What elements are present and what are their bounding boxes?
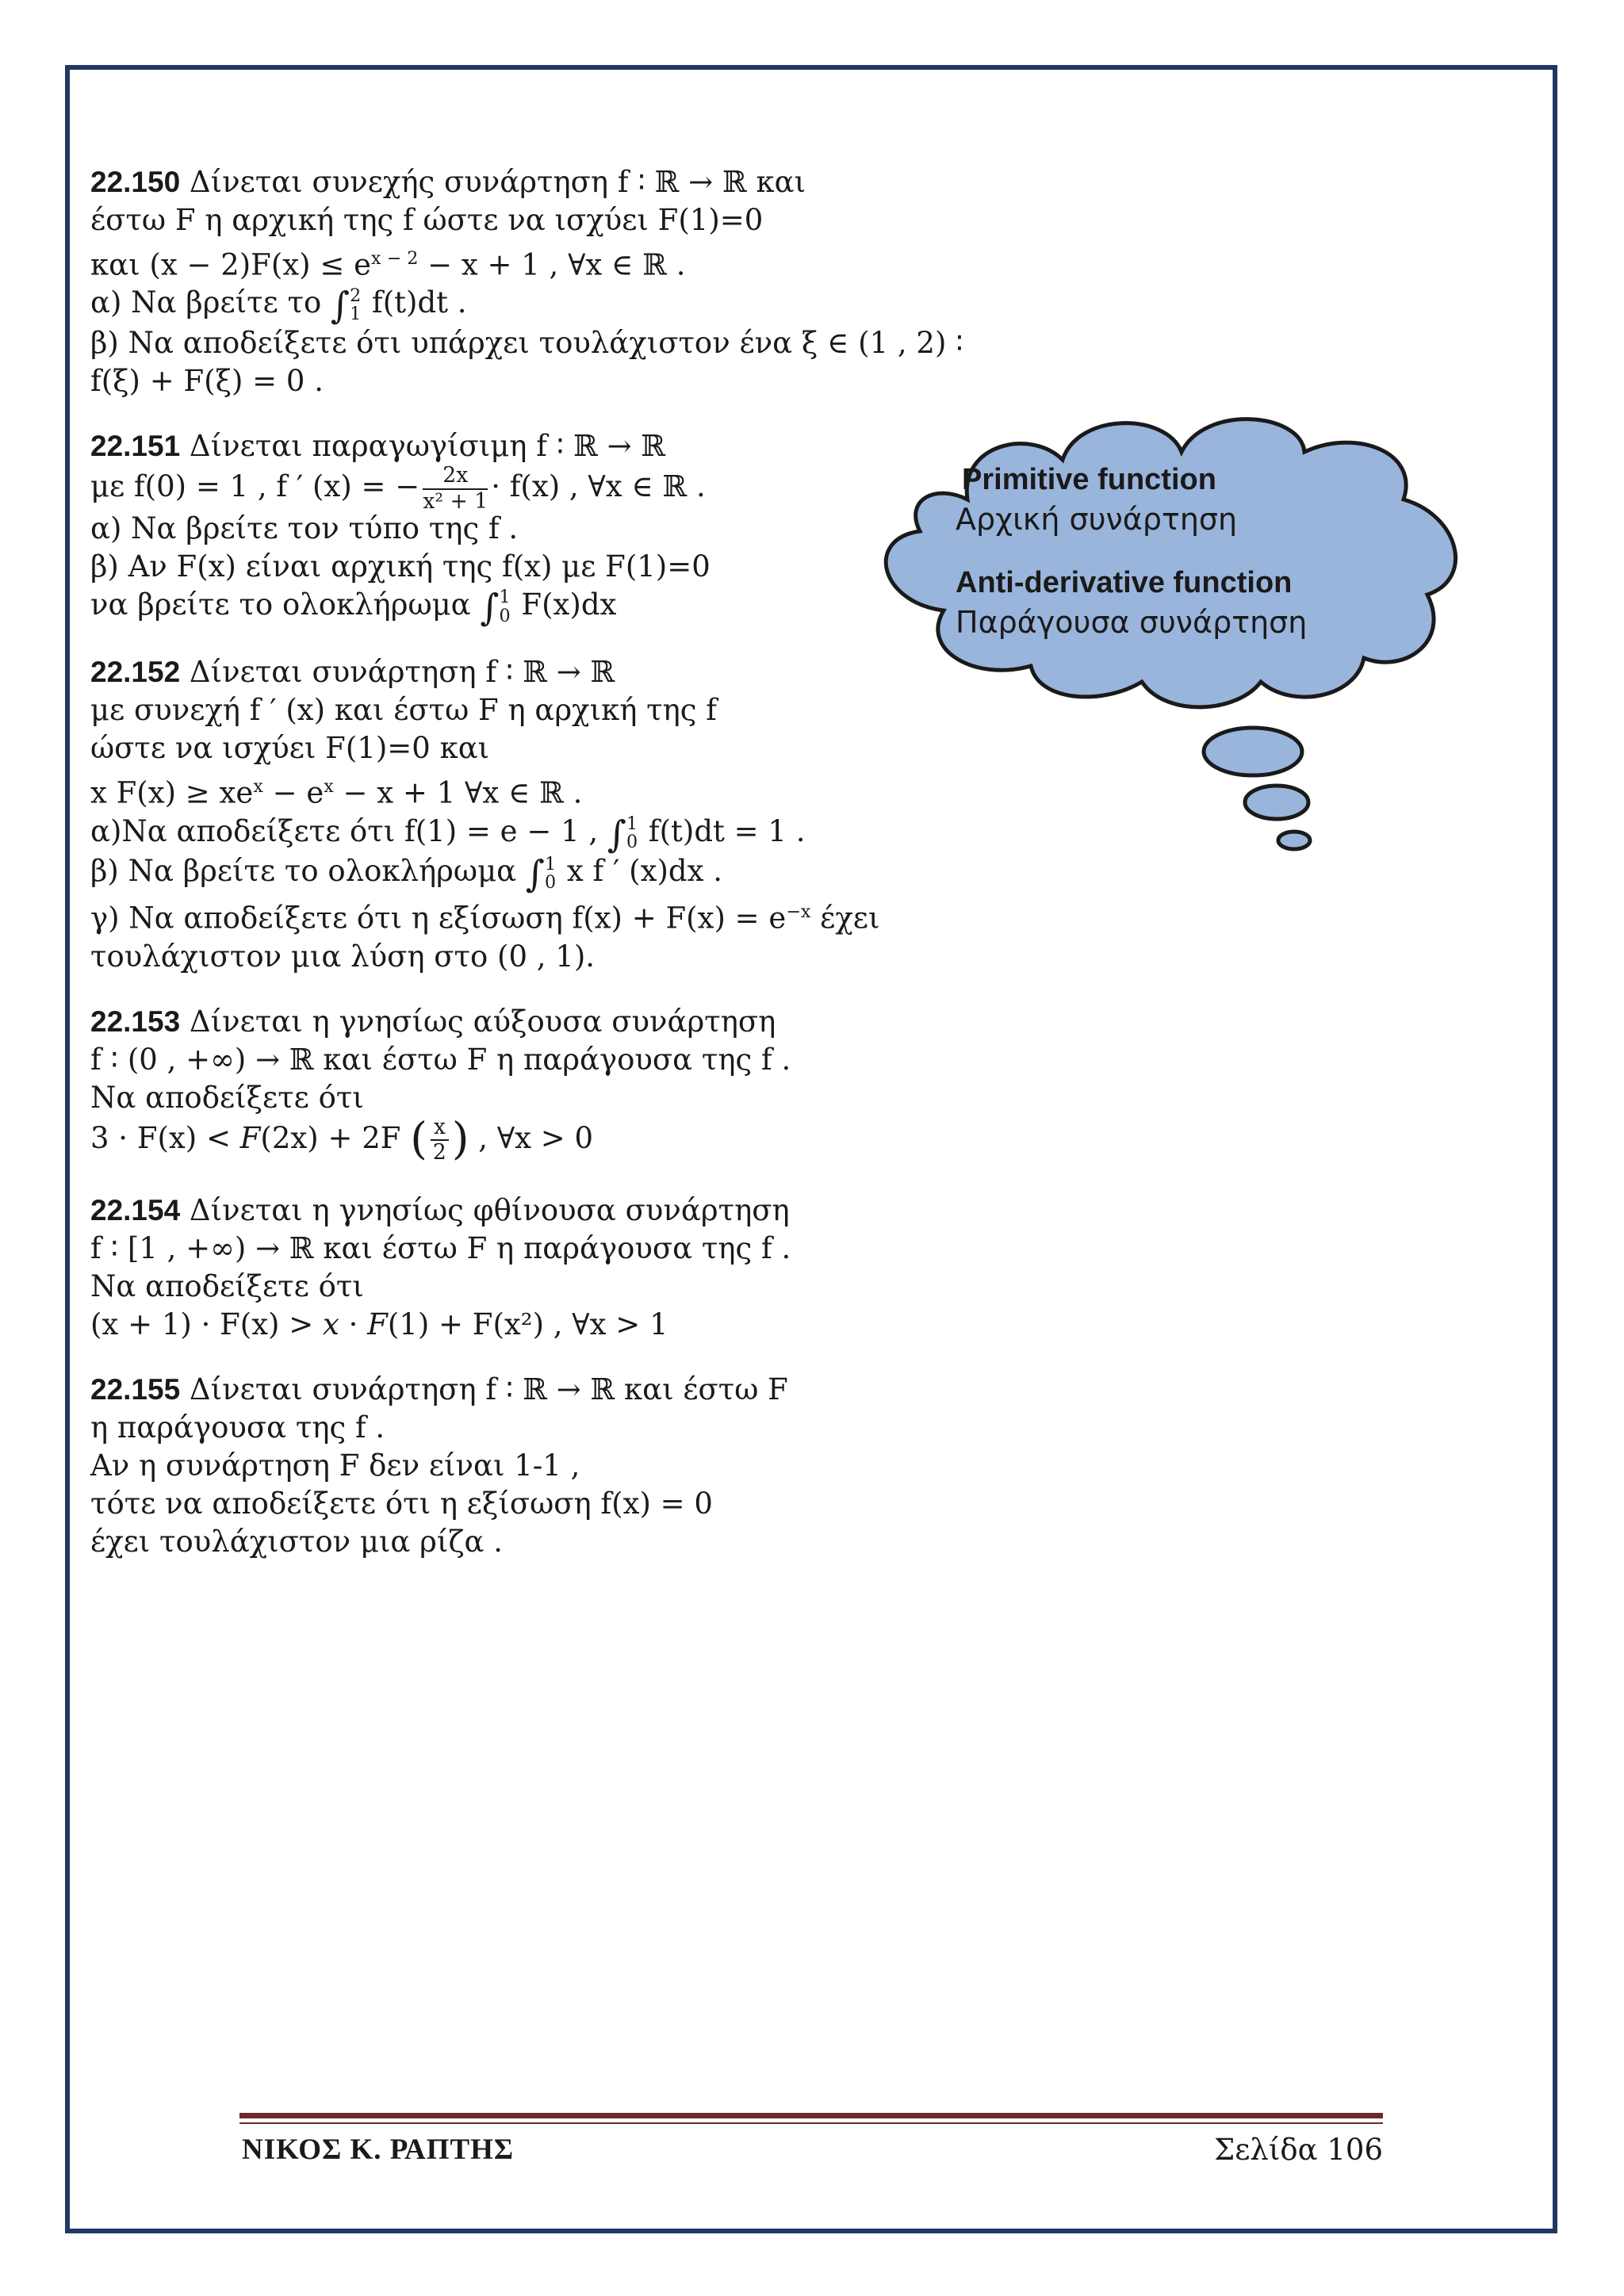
denominator: 2 bbox=[432, 1140, 446, 1165]
math-text: x f ′ (x)dx . bbox=[557, 854, 722, 889]
problem-number: 22.152 bbox=[90, 656, 181, 689]
problem-line bbox=[90, 1192, 939, 1230]
problem-line bbox=[90, 1112, 939, 1165]
problem-text: Δίνεται συνάρτηση f ∶ ℝ → ℝ bbox=[180, 655, 615, 690]
denominator: x² + 1 bbox=[423, 488, 488, 514]
problem-number: 22.151 bbox=[90, 430, 181, 463]
cloud-term-primitive-greek: Αρχική συνάρτηση bbox=[956, 502, 1238, 537]
math-text: − x + 1 , ∀x ∈ ℝ . bbox=[418, 247, 686, 282]
thought-cloud bbox=[848, 396, 1483, 856]
fraction bbox=[423, 465, 488, 512]
problem-number: 22.153 bbox=[90, 1004, 181, 1038]
exponent: x bbox=[324, 776, 334, 798]
problem-line: f ∶ [1 , +∞) → ℝ και έστω F η παράγουσα της f . bbox=[90, 1230, 791, 1265]
footer-rule-thin bbox=[239, 2122, 1383, 2124]
cloud-term-antiderivative-greek: Παράγουσα συνάρτηση bbox=[956, 605, 1308, 640]
problem-line: β) Να αποδείξετε ότι υπάρχει τουλάχιστον ένα ξ ∈ (1 , 2) ∶ bbox=[90, 326, 963, 361]
problem-line bbox=[90, 463, 939, 514]
numerator: x bbox=[431, 1117, 449, 1142]
problem-line bbox=[90, 163, 939, 201]
problem-line bbox=[90, 586, 939, 629]
integral-limits bbox=[500, 588, 511, 626]
problem-line: Να αποδείξετε ότι bbox=[90, 1080, 364, 1115]
problem-line bbox=[90, 1003, 939, 1041]
problem-22-150 bbox=[90, 163, 963, 400]
problem-line bbox=[90, 813, 939, 853]
integral-sign: ∫ bbox=[331, 284, 350, 327]
integral-limits bbox=[545, 855, 556, 893]
problem-number: 22.150 bbox=[90, 166, 181, 198]
math-text: με f(0) = 1 , f ′ (x) = − bbox=[90, 469, 420, 504]
lower-limit: 0 bbox=[545, 871, 557, 893]
problem-line bbox=[90, 767, 939, 812]
lower-limit: 1 bbox=[350, 303, 362, 324]
problems-content bbox=[90, 163, 963, 1588]
problem-text: Δίνεται η γνησίως αύξουσα συνάρτηση bbox=[180, 1004, 776, 1039]
problem-line bbox=[90, 852, 939, 896]
upper-limit: 2 bbox=[350, 285, 362, 306]
problem-line bbox=[90, 427, 939, 465]
upper-limit: 1 bbox=[626, 813, 638, 834]
integral-sign: ∫ bbox=[480, 586, 500, 629]
upper-limit: 1 bbox=[499, 587, 511, 608]
problem-line: Να αποδείξετε ότι bbox=[90, 1269, 364, 1303]
problem-line: τότε να αποδείξετε ότι η εξίσωση f(x) = 0 bbox=[90, 1486, 713, 1521]
cloud-term-antiderivative: Anti-derivative function bbox=[956, 566, 1293, 599]
problem-line bbox=[90, 1371, 939, 1409]
integral-sign: ∫ bbox=[607, 812, 627, 855]
math-text: έχει bbox=[810, 901, 880, 936]
math-text: 3 · F(x) < 𝐹(2x) + 2F bbox=[90, 1120, 411, 1155]
problem-line: με συνεχή f ′ (x) και έστω F η αρχική της f bbox=[90, 693, 717, 728]
math-text: − x + 1 ∀x ∈ ℝ . bbox=[333, 775, 583, 810]
math-text: f(t)dt . bbox=[362, 285, 467, 320]
integral-limits bbox=[626, 815, 638, 852]
lower-limit: 0 bbox=[626, 832, 638, 853]
problem-line bbox=[90, 653, 939, 691]
numerator: 2x bbox=[423, 465, 488, 490]
problem-line: έστω F η αρχική της f ώστε να ισχύει F(1)=0 bbox=[90, 203, 764, 237]
integral-limits bbox=[350, 287, 361, 324]
math-text: · f(x) , ∀x ∈ ℝ . bbox=[491, 469, 706, 504]
problem-text: Δίνεται συνεχής συνάρτηση f ∶ ℝ → ℝ και bbox=[180, 165, 806, 199]
problem-line: α) Να βρείτε τον τύπο της f . bbox=[90, 511, 519, 546]
cloud-text bbox=[956, 460, 1307, 642]
problem-text: Δίνεται παραγωγίσιμη f ∶ ℝ → ℝ bbox=[180, 429, 666, 464]
problem-22-154 bbox=[90, 1192, 939, 1344]
problem-text: Δίνεται συνάρτηση f ∶ ℝ → ℝ και έστω F bbox=[180, 1372, 788, 1406]
exponent: x bbox=[253, 776, 263, 798]
problem-line: Αν η συνάρτηση F δεν είναι 1-1 , bbox=[90, 1448, 580, 1483]
math-text: και (x − 2)F(x) ≤ e bbox=[90, 247, 372, 282]
math-text: , ∀x > 0 bbox=[469, 1120, 594, 1155]
problem-line bbox=[90, 284, 939, 327]
problem-line: f(ξ) + F(ξ) = 0 . bbox=[90, 364, 324, 399]
math-text: x F(x) ≥ xe bbox=[90, 775, 254, 810]
footer-page-number: Σελίδα 106 bbox=[1214, 2133, 1383, 2167]
problem-line: ώστε να ισχύει F(1)=0 και bbox=[90, 731, 490, 766]
math-text: γ) Να αποδείξετε ότι η εξίσωση f(x) + F(x) = e bbox=[90, 901, 787, 936]
paren-right: ) bbox=[451, 1112, 469, 1165]
math-text: F(x)dx bbox=[511, 587, 617, 622]
exponent: x − 2 bbox=[371, 248, 419, 269]
problem-line: f ∶ (0 , +∞) → ℝ και έστω F η παράγουσα της f . bbox=[90, 1042, 791, 1077]
problem-22-152 bbox=[90, 653, 939, 976]
problem-line: η παράγουσα της f . bbox=[90, 1410, 385, 1445]
problem-line: τουλάχιστον μια λύση στο (0 , 1). bbox=[90, 939, 596, 974]
math-text: β) Να βρείτε το ολοκλήρωμα bbox=[90, 854, 526, 889]
math-text: α) Να βρείτε το bbox=[90, 285, 331, 320]
math-text: να βρείτε το ολοκλήρωμα bbox=[90, 587, 481, 622]
upper-limit: 1 bbox=[545, 853, 557, 874]
paren-left: ( bbox=[410, 1112, 427, 1165]
problem-number: 22.155 bbox=[90, 1372, 181, 1406]
problem-line: έχει τουλάχιστον μια ρίζα . bbox=[90, 1524, 504, 1559]
cloud-term-primitive: Primitive function bbox=[962, 463, 1216, 496]
problem-line: β) Αν F(x) είναι αρχική της f(x) με F(1)=0 bbox=[90, 549, 710, 584]
problem-number: 22.154 bbox=[90, 1193, 181, 1226]
math-text: f(t)dt = 1 . bbox=[639, 813, 806, 848]
exponent: −x bbox=[786, 901, 811, 923]
math-text: − e bbox=[262, 775, 324, 810]
problem-line: (x + 1) · F(x) > 𝑥 · 𝐹(1) + F(x²) , ∀x > 1 bbox=[90, 1307, 668, 1341]
problem-line bbox=[90, 239, 939, 284]
footer-rule bbox=[239, 2113, 1383, 2118]
problem-22-153 bbox=[90, 1003, 939, 1165]
lower-limit: 0 bbox=[499, 605, 511, 626]
fraction bbox=[431, 1114, 449, 1165]
integral-sign: ∫ bbox=[525, 852, 546, 896]
footer-author: ΝΙΚΟΣ Κ. ΡΑΠΤΗΣ bbox=[242, 2133, 515, 2166]
problem-text: Δίνεται η γνησίως φθίνουσα συνάρτηση bbox=[180, 1192, 790, 1227]
problem-22-155 bbox=[90, 1371, 939, 1561]
math-text: α)Να αποδείξετε ότι f(1) = e − 1 , bbox=[90, 813, 607, 848]
problem-line bbox=[90, 893, 939, 937]
problem-22-151 bbox=[90, 427, 939, 629]
